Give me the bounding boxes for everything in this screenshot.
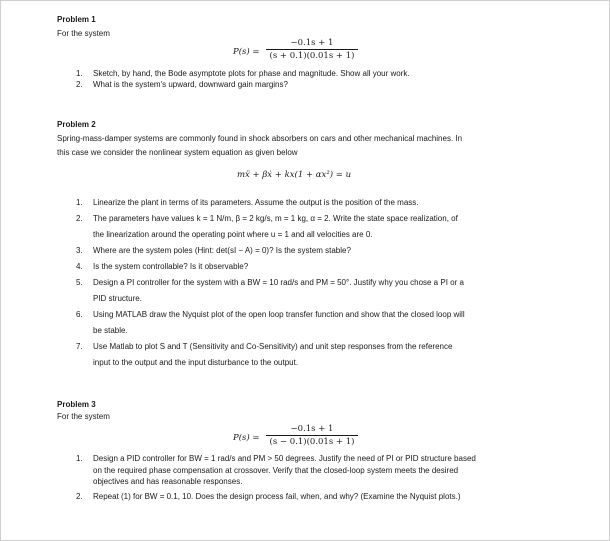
item-text: What is the system's upward, downward gain margins? xyxy=(93,80,288,89)
item-text: Sketch, by hand, the Bode asymptote plots for phase and magnitude. Show all your work. xyxy=(93,69,410,78)
problem-3-fraction xyxy=(266,424,358,447)
problem-1-numerator: −0.1s + 1 xyxy=(290,38,334,48)
problem-2-intro-line-2: this case we consider the nonlinear system equation as given below xyxy=(57,148,298,157)
item-line: Use Matlab to plot S and T (Sensitivity and Co-Sensitivity) and unit step responses from the reference xyxy=(93,342,453,351)
item-number: 6. xyxy=(76,310,83,319)
problem-2-title: Problem 2 xyxy=(57,120,96,129)
item-line: Linearize the plant in terms of its parameters. Assume the output is the position of the mass. xyxy=(93,198,419,207)
item-number: 4. xyxy=(76,262,83,271)
item-line: Design a PI controller for the system with a BW = 10 rad/s and PM = 50°. Justify why you chose a PI or a xyxy=(93,278,464,287)
list-item xyxy=(76,453,546,488)
problem-3-numerator: −0.1s + 1 xyxy=(290,424,334,434)
item-number: 3. xyxy=(76,246,83,255)
item-number: 2. xyxy=(76,80,83,89)
item-number: 2. xyxy=(76,214,83,223)
problem-2-list xyxy=(76,195,546,371)
item-line: Using MATLAB draw the Nyquist plot of the open loop transfer function and show that the closed loop will xyxy=(93,310,465,319)
list-item xyxy=(76,339,546,371)
item-line: PID structure. xyxy=(93,294,142,303)
list-item xyxy=(76,195,546,211)
fraction-bar xyxy=(266,49,358,50)
problem-1-lhs: P(s) = xyxy=(233,47,260,57)
problem-3-intro: For the system xyxy=(57,412,110,421)
item-line: input to the output and the input disturbance to the output. xyxy=(93,358,299,367)
problem-1-denominator: (s + 0.1)(0.01s + 1) xyxy=(269,51,355,61)
list-item xyxy=(76,275,546,307)
item-line: on the required phase compensation at crossover. Verify that the closed-loop system meets the desired xyxy=(93,465,459,475)
problem-3-lhs: P(s) = xyxy=(233,433,260,443)
item-line: Where are the system poles (Hint: det(sI − A) = 0)? Is the system stable? xyxy=(93,246,351,255)
list-item xyxy=(76,259,546,275)
fraction-bar xyxy=(266,435,358,436)
list-item xyxy=(76,491,546,503)
list-item xyxy=(76,243,546,259)
item-line: Repeat (1) for BW = 0.1, 10. Does the design process fail, when, and why? (Examine the Nyquist plots.) xyxy=(93,491,461,501)
list-item xyxy=(76,307,546,339)
item-line: Is the system controllable? Is it observable? xyxy=(93,262,249,271)
problem-3-title: Problem 3 xyxy=(57,400,96,409)
problem-1-fraction xyxy=(266,38,358,61)
item-line: be stable. xyxy=(93,326,128,335)
item-number: 1. xyxy=(76,454,83,463)
item-number: 2. xyxy=(76,491,83,501)
list-item xyxy=(76,211,546,243)
item-line: objectives and has reasonable responses. xyxy=(93,477,243,486)
item-number: 1. xyxy=(76,198,83,207)
item-line: the linearization around the operating point where u = 1 and all velocities are 0. xyxy=(93,230,373,239)
problem-1-intro: For the system xyxy=(57,29,110,38)
problem-1-title: Problem 1 xyxy=(57,15,96,24)
item-number: 5. xyxy=(76,278,83,287)
item-number: 1. xyxy=(76,69,83,78)
item-number: 7. xyxy=(76,342,83,351)
problem-2-intro-line-1: Spring-mass-damper systems are commonly found in shock absorbers on cars and other mechanical machines. In xyxy=(57,134,463,143)
item-line: The parameters have values k = 1 N/m, β = 2 kg/s, m = 1 kg, α = 2. Write the state space realization, of xyxy=(93,214,458,223)
problem-3-list xyxy=(76,453,546,502)
item-line: Design a PID controller for BW = 1 rad/s and PM > 50 degrees. Justify the need of PI or PID structure based xyxy=(93,454,476,463)
problem-3-denominator: (s − 0.1)(0.01s + 1) xyxy=(269,437,355,447)
problem-2-equation: mẍ + βẋ + kx(1 + αx²) = u xyxy=(237,170,352,180)
